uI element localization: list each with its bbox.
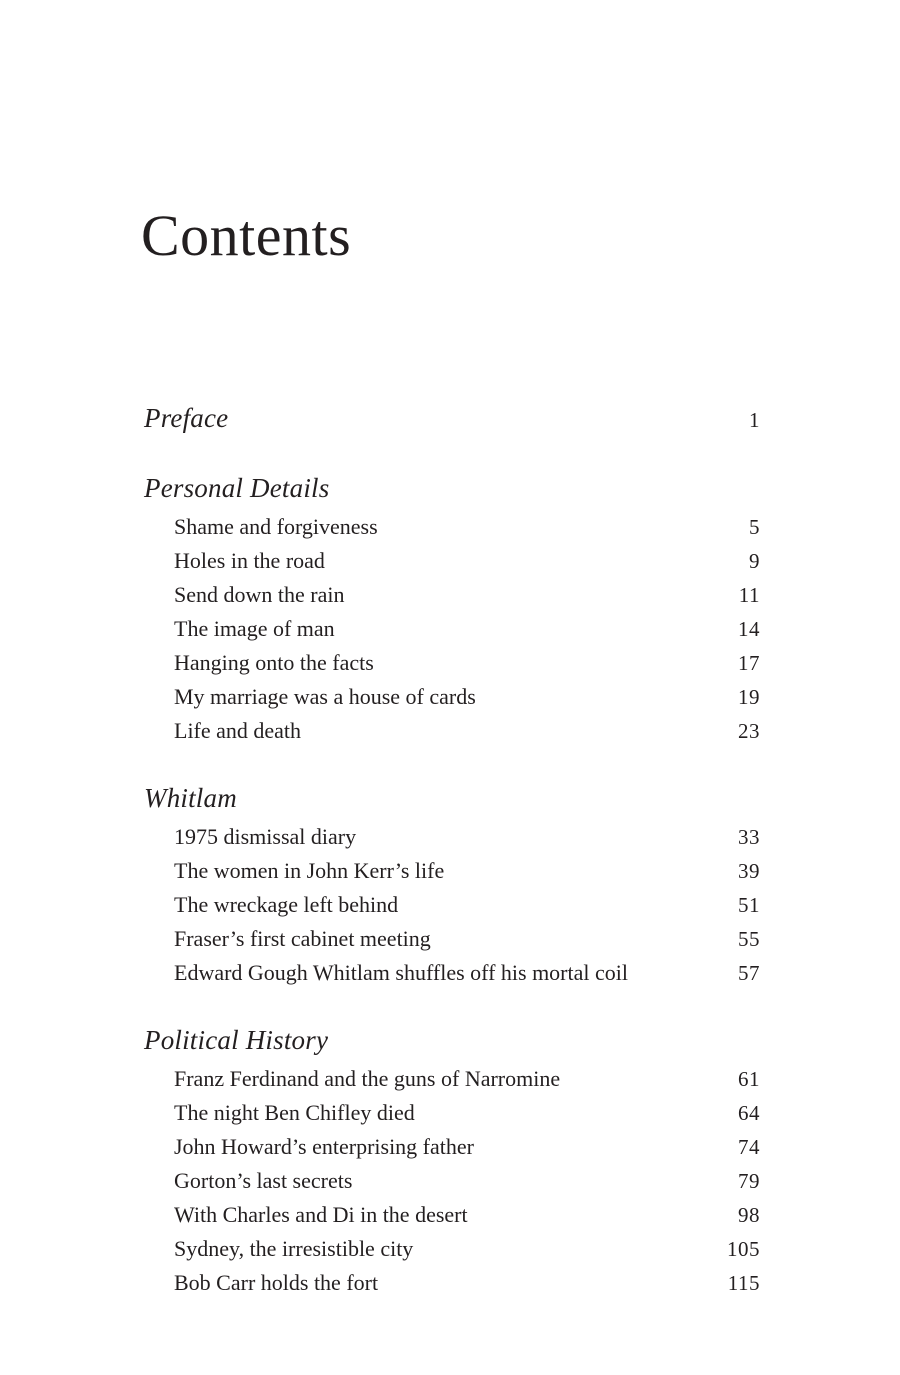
toc-entry [144,1232,760,1266]
toc-entry-label: Shame and forgiveness [174,514,378,539]
toc-entry-label: Gorton’s last secrets [174,1168,353,1193]
toc-section-entries [144,1062,760,1300]
toc-section-heading-label: Personal Details [144,473,330,503]
toc-entry-page: 115 [727,1271,760,1295]
toc-entry-label: The night Ben Chifley died [174,1100,415,1125]
toc-entry-label: The wreckage left behind [174,892,399,917]
toc-entry-page: 23 [738,719,760,743]
toc-section-personal-details [144,470,760,748]
toc-entry-label: My marriage was a house of cards [174,684,476,709]
toc-entry-page: 74 [738,1135,760,1159]
toc-entry-label: Holes in the road [174,548,325,573]
toc-preface-page: 1 [749,408,760,432]
toc-entry-page: 105 [727,1237,760,1261]
toc-entry-page: 64 [738,1101,760,1125]
toc-entry-page: 57 [738,961,760,985]
toc-section-whitlam [144,780,760,990]
toc-entry [144,510,760,544]
toc-entry [144,956,760,990]
toc-entry-label: Fraser’s first cabinet meeting [174,926,431,951]
toc-entry-page: 19 [738,685,760,709]
toc-entry [144,888,760,922]
toc-entry-label: Franz Ferdinand and the guns of Narromine [174,1066,561,1091]
toc-entry-label: Edward Gough Whitlam shuffles off his mortal coil [174,960,628,985]
toc-entry-label: Life and death [174,718,302,743]
toc-entry [144,612,760,646]
toc-preface-row [144,400,760,438]
toc-entry-page: 17 [738,651,760,675]
toc-section-political-history [144,1022,760,1300]
toc-section-heading [144,470,760,506]
toc-section-heading [144,780,760,816]
toc-entry-page: 55 [738,927,760,951]
toc-entry [144,922,760,956]
toc-entry-label: Bob Carr holds the fort [174,1270,379,1295]
toc-section-entries [144,510,760,748]
toc-entry [144,854,760,888]
toc-entry [144,714,760,748]
toc-entry-label: Send down the rain [174,582,345,607]
toc-entry-label: The image of man [174,616,335,641]
toc-section-heading-label: Political History [144,1025,329,1055]
page-title: Contents [141,203,352,268]
toc-entry-page: 51 [738,893,760,917]
toc-section-heading [144,1022,760,1058]
toc-entry-label: Sydney, the irresistible city [174,1236,414,1261]
toc-entry [144,1266,760,1300]
toc-entry-page: 98 [738,1203,760,1227]
toc-entry-page: 14 [738,617,760,641]
toc-entry [144,1096,760,1130]
toc-preface-label: Preface [144,403,229,433]
toc-entry [144,544,760,578]
toc-entry-page: 5 [749,515,760,539]
toc-entry [144,1164,760,1198]
toc-entry [144,578,760,612]
toc-entry-label: Hanging onto the facts [174,650,374,675]
toc-entry-label: John Howard’s enterprising father [174,1134,474,1159]
toc-entry [144,820,760,854]
toc-entry [144,1062,760,1096]
toc-entry-page: 33 [738,825,760,849]
toc-entry-page: 39 [738,859,760,883]
toc-entry [144,646,760,680]
toc-entry-label: The women in John Kerr’s life [174,858,445,883]
toc-entry [144,680,760,714]
table-of-contents [144,400,760,1300]
toc-entry-label: With Charles and Di in the desert [174,1202,468,1227]
toc-entry [144,1130,760,1164]
toc-section-heading-label: Whitlam [144,783,237,813]
toc-entry [144,1198,760,1232]
toc-entry-page: 11 [738,583,760,607]
toc-entry-label: 1975 dismissal diary [174,824,357,849]
toc-section-entries [144,820,760,990]
toc-entry-page: 79 [738,1169,760,1193]
toc-entry-page: 9 [749,549,760,573]
toc-entry-page: 61 [738,1067,760,1091]
